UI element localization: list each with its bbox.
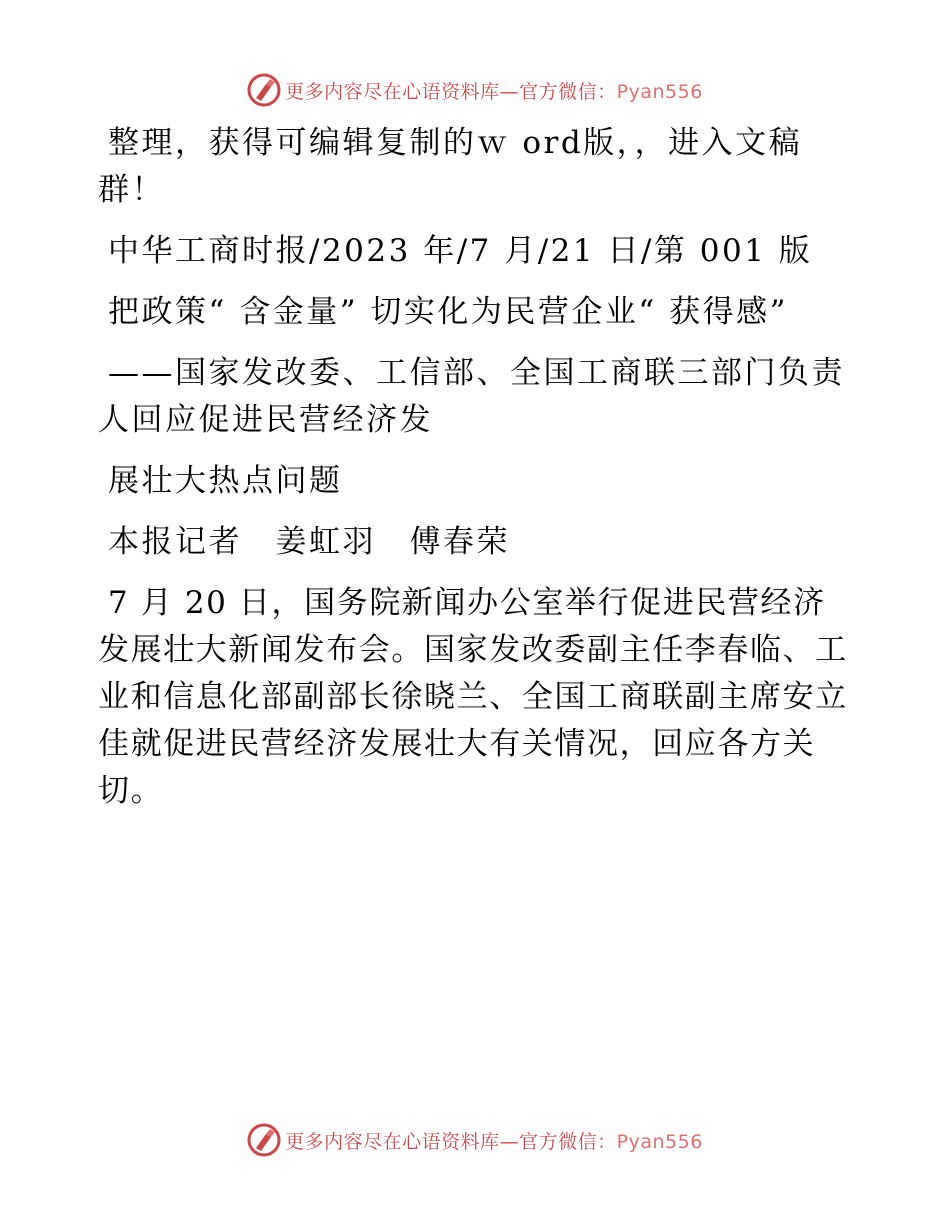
subheadline: ——国家发改委、工信部、全国工商联三部门负责人回应促进民营经济发 [98,355,845,438]
headline: 把政策“ 含金量” 切实化为民营企业“ 获得感” [108,294,788,330]
subheadline-continued: 展壮大热点问题 [108,463,343,499]
watermark-banner-top [0,72,950,108]
byline: 本报记者 姜虹羽 傅春荣 [108,524,510,560]
document-body [98,120,853,829]
pen-nib-logo-icon [247,73,281,107]
watermark-banner-bottom [0,1122,950,1158]
pen-nib-logo-icon [247,1123,281,1157]
watermark-text: 更多内容尽在心语资料库—官方微信：Pyan556 [285,1130,703,1153]
body-paragraph: 7 月 20 日，国务院新闻办公室举行促进民营经济发展壮大新闻发布会。国家发改委副主任李春临、工业和信息化部副部长徐晓兰、全国工商联副主席安立佳就促进民营经济发展壮大有关情况，回应各方关切。 [98,585,848,809]
watermark-text: 更多内容尽在心语资料库—官方微信：Pyan556 [285,80,703,103]
intro-paragraph: 整理，获得可编辑复制的ｗ ord版，，进入文稿群！ [98,125,803,208]
source-line: 中华工商时报/2023 年/7 月/21 日/第 001 版 [108,233,813,269]
watermark-wechat-id: Pyan556 [616,80,703,103]
watermark-wechat-id: Pyan556 [616,1130,703,1153]
